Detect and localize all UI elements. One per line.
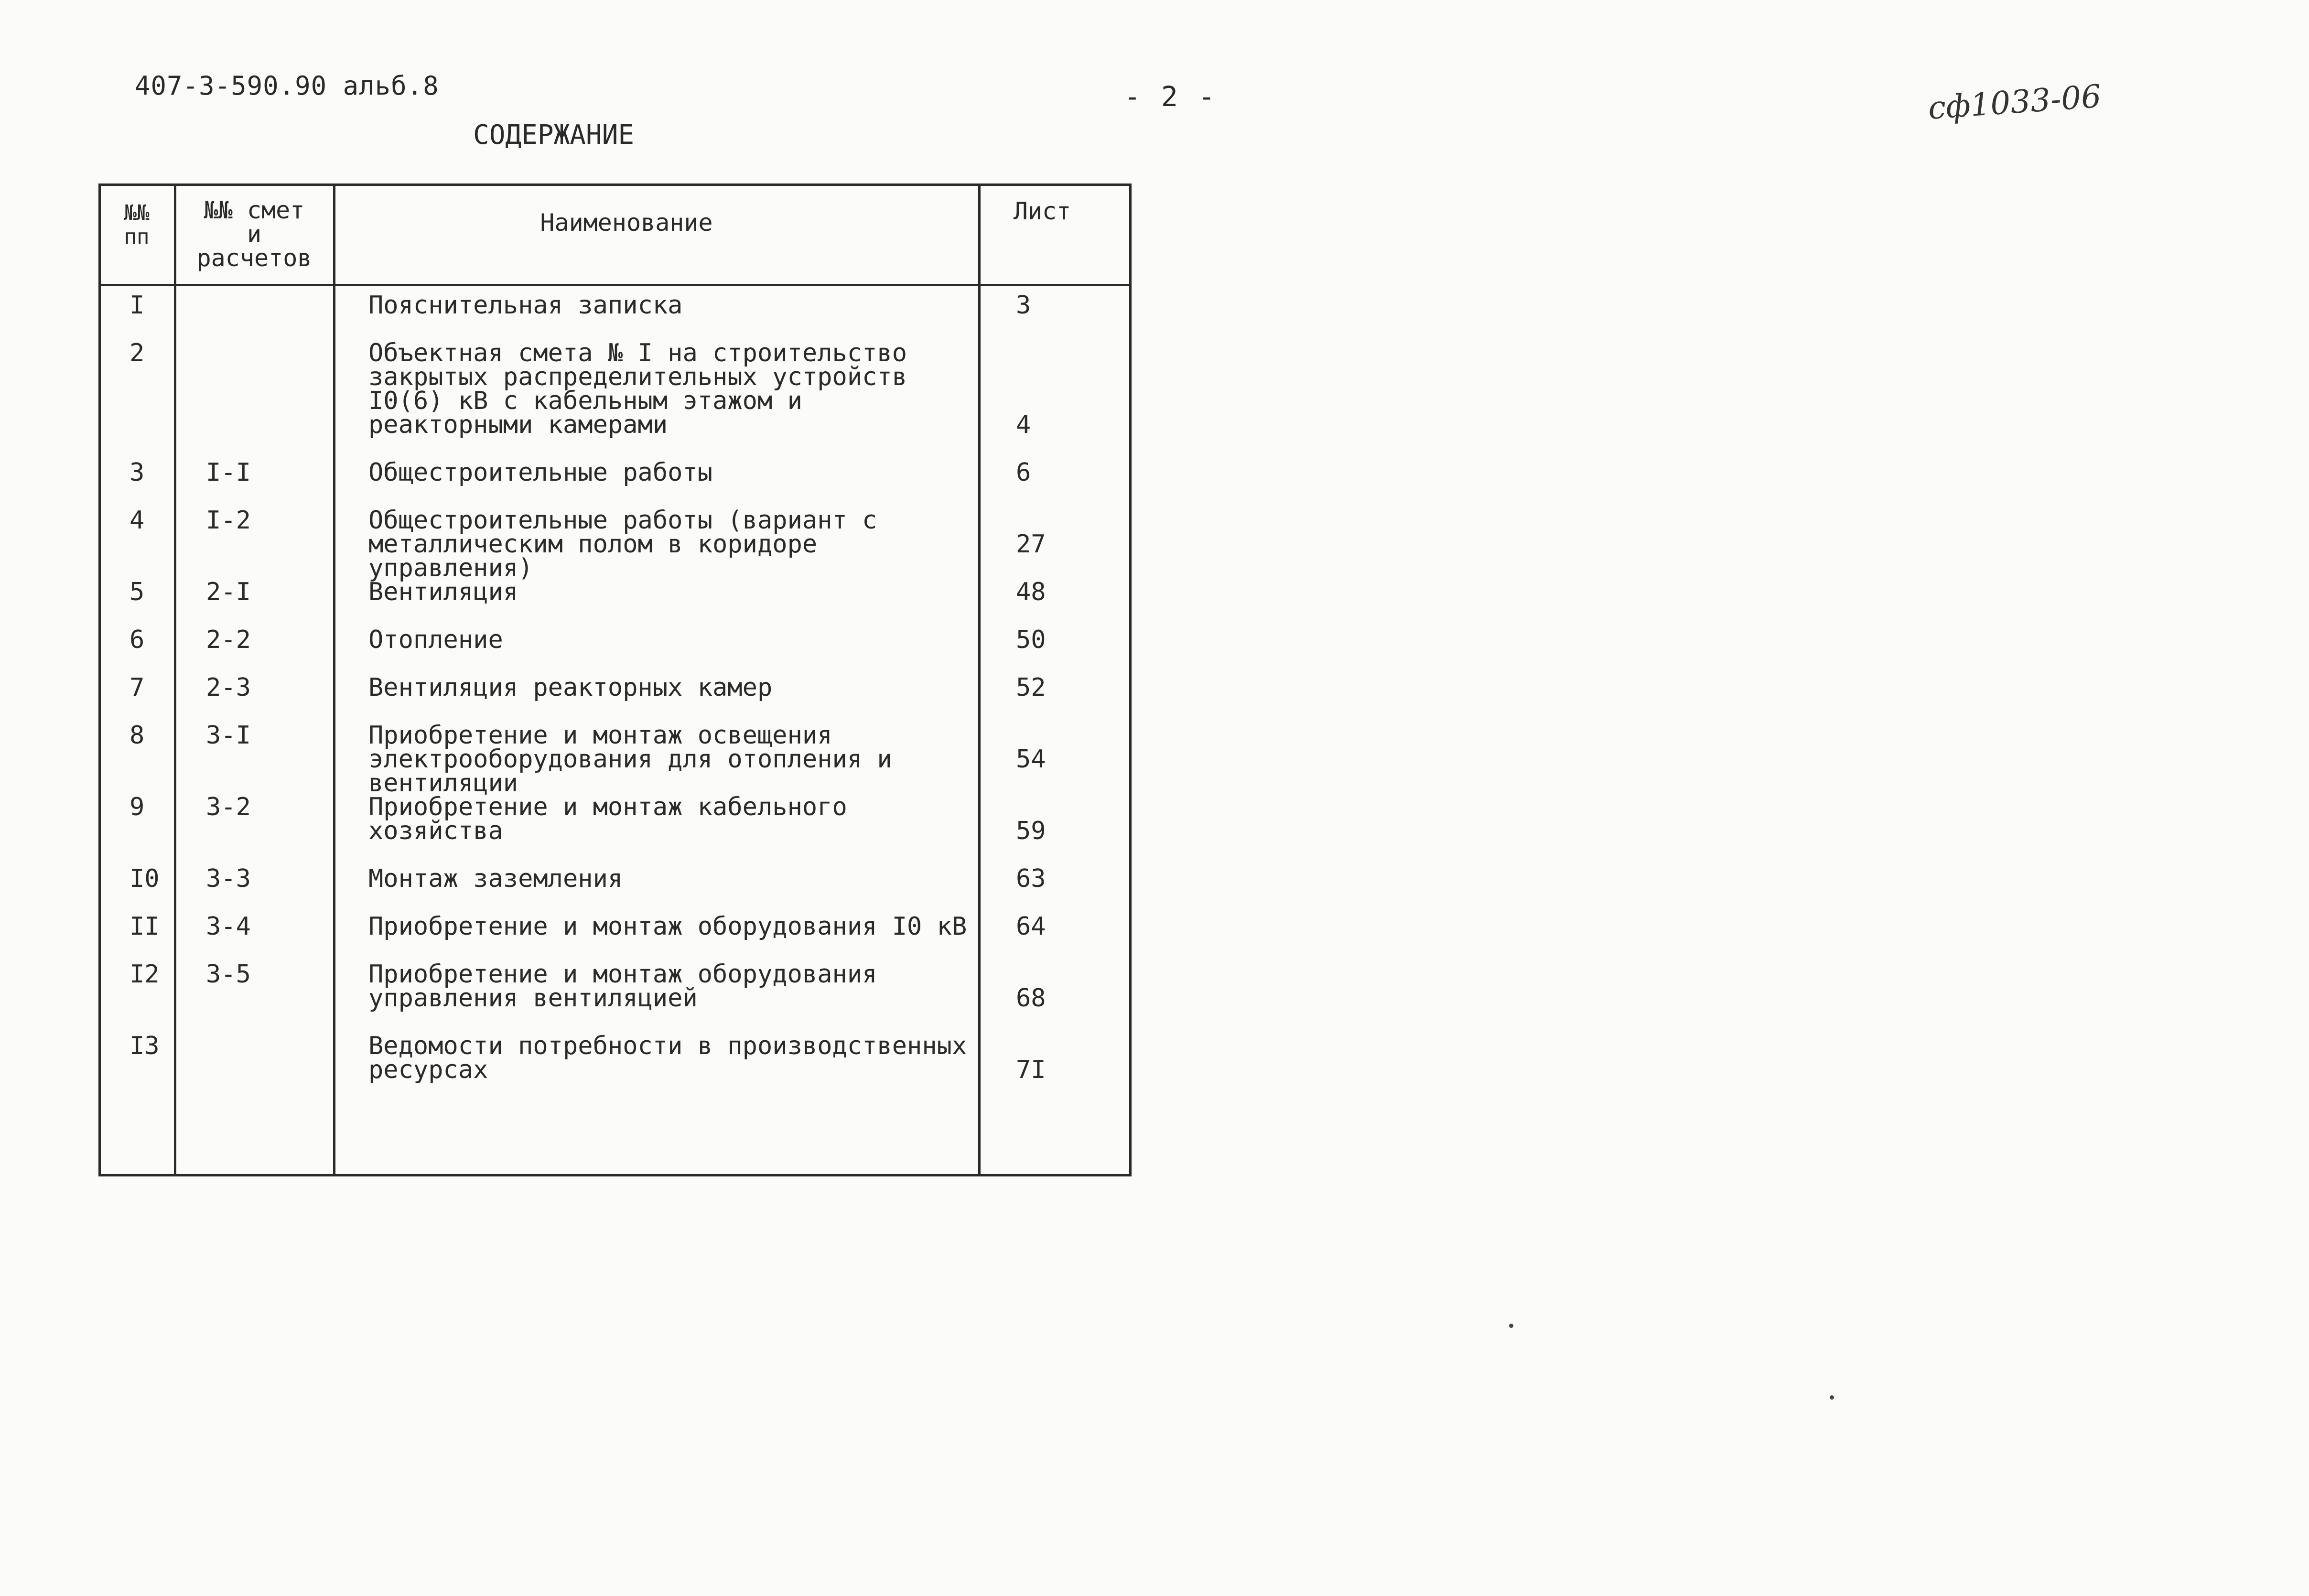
row-number: 8 <box>129 721 145 750</box>
document-code: 407-3-590.90 альб.8 <box>135 71 439 101</box>
row-estimate: 2-3 <box>206 673 251 702</box>
row-name: Приобретение и монтаж оборудования I0 кВ <box>368 912 967 941</box>
row-name: Объектная смета № I на строительство закрытых распределительных устройств I0(6) кВ с кабельным этажом и реакторными камерами <box>368 339 907 439</box>
row-name: Приобретение и монтаж освещения электрооборудования для отопления и вентиляции <box>368 721 892 798</box>
scan-speck <box>1830 1395 1834 1400</box>
row-number: 5 <box>129 578 145 606</box>
header-estimate: №№ смет и расчетов <box>196 196 312 272</box>
row-number: I0 <box>129 864 160 893</box>
row-sheet: 27 <box>1016 530 1046 559</box>
row-number: I3 <box>129 1032 160 1060</box>
row-name: Пояснительная записка <box>368 291 683 320</box>
row-sheet: 64 <box>1016 912 1046 941</box>
row-number: 6 <box>129 625 145 654</box>
row-number: 3 <box>129 458 145 487</box>
row-number: I <box>129 291 145 320</box>
row-number: 9 <box>129 793 145 821</box>
scan-speck <box>1509 1324 1513 1328</box>
row-estimate: 3-4 <box>206 912 251 941</box>
row-sheet: 52 <box>1016 673 1046 702</box>
row-estimate: 3-3 <box>206 864 251 893</box>
row-estimate: I-2 <box>206 506 251 535</box>
row-number: 2 <box>129 339 145 367</box>
row-number: 4 <box>129 506 145 535</box>
row-sheet: 59 <box>1016 817 1046 845</box>
row-sheet: 68 <box>1016 984 1046 1013</box>
header-sheet: Лист <box>1013 197 1071 225</box>
column-divider <box>174 186 176 1174</box>
row-estimate: 2-I <box>206 578 251 606</box>
row-name: Приобретение и монтаж кабельного хозяйства <box>368 793 847 845</box>
row-estimate: I-I <box>206 458 251 487</box>
row-sheet: 3 <box>1016 291 1031 320</box>
row-sheet: 50 <box>1016 625 1046 654</box>
row-estimate: 3-5 <box>206 960 251 989</box>
header-divider <box>101 284 1129 286</box>
page-number: - 2 - <box>1124 80 1217 113</box>
archive-mark: сф1033-06 <box>1927 77 2103 127</box>
column-divider <box>333 186 335 1174</box>
row-estimate: 3-2 <box>206 793 251 821</box>
row-sheet: 54 <box>1016 745 1046 774</box>
row-sheet: 7I <box>1016 1056 1046 1084</box>
row-sheet: 4 <box>1016 410 1031 439</box>
row-estimate: 2-2 <box>206 625 251 654</box>
row-name: Общестроительные работы <box>368 458 713 487</box>
header-name: Наименование <box>540 209 713 237</box>
header-number: №№ пп <box>124 201 150 249</box>
row-sheet: 6 <box>1016 458 1031 487</box>
row-number: II <box>129 912 160 941</box>
row-name: Отопление <box>368 625 503 654</box>
row-number: I2 <box>129 960 160 989</box>
row-estimate: 3-I <box>206 721 251 750</box>
row-name: Монтаж заземления <box>368 864 623 893</box>
row-sheet: 48 <box>1016 578 1046 606</box>
row-sheet: 63 <box>1016 864 1046 893</box>
row-name: Вентиляция <box>368 578 518 606</box>
row-name: Ведомости потребности в производственных ресурсах <box>368 1032 967 1084</box>
contents-title: СОДЕРЖАНИЕ <box>473 119 635 151</box>
contents-table <box>98 183 1132 1176</box>
row-name: Общестроительные работы (вариант с металлическим полом в коридоре управления) <box>368 506 877 582</box>
row-name: Вентиляция реакторных камер <box>368 673 773 702</box>
row-name: Приобретение и монтаж оборудования управления вентиляцией <box>368 960 877 1013</box>
row-number: 7 <box>129 673 145 702</box>
